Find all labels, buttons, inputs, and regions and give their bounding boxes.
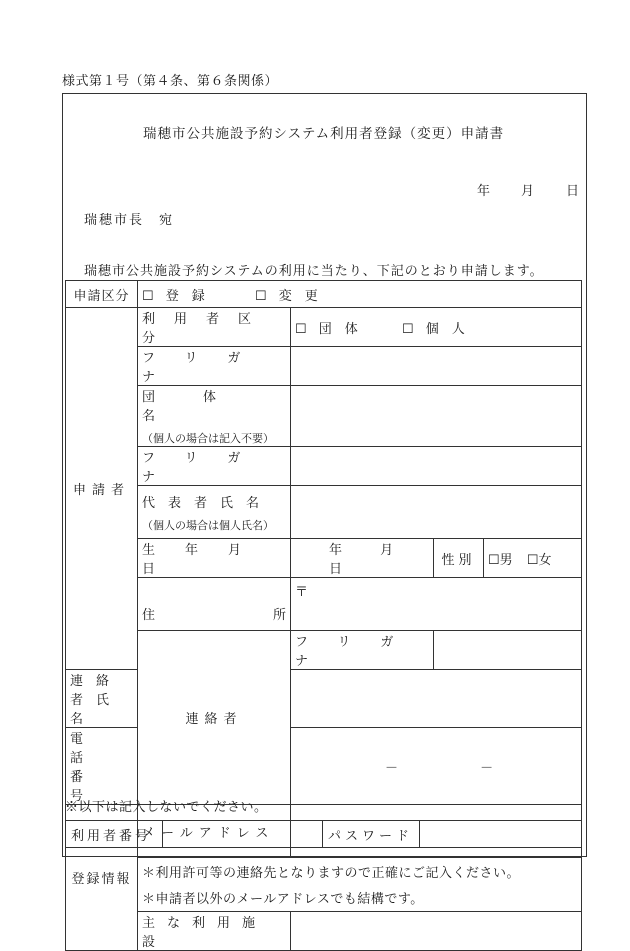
registration-note-2: ＊申請者以外のメールアドレスでも結構です。 (138, 885, 582, 912)
user-type-label-cell (138, 308, 291, 347)
group-name-note: （個人の場合は記入不要） (142, 432, 274, 445)
facility-label: 主な利用施設 (142, 916, 268, 950)
register-option-label: 登 録 (165, 288, 205, 304)
rep-name-input[interactable] (291, 486, 582, 539)
office-use-table (65, 820, 582, 848)
rep-name-note: （個人の場合は個人氏名） (142, 518, 274, 532)
office-use-row (66, 821, 582, 848)
address-label-2: 所 (272, 607, 286, 623)
office-use-note: ※以下は記入しないでください。 (65, 800, 268, 815)
individual-option-label: 個 人 (425, 321, 465, 337)
contact-phone-input[interactable] (291, 728, 582, 805)
user-type-row (66, 308, 582, 347)
contact-section-label: 連絡者 (138, 631, 291, 805)
contact-phone-label-cell (66, 728, 138, 805)
user-type-options (291, 308, 582, 347)
application-type-row (66, 281, 582, 308)
sex-options (484, 539, 582, 578)
group-name-label-cell (138, 386, 291, 447)
user-type-label: 利用者区分 (142, 312, 271, 346)
password-label: パスワード (323, 821, 420, 848)
address-label-cell (138, 578, 291, 631)
addressee: 瑞穂市長 宛 (84, 213, 175, 228)
address-label-1: 住 (142, 607, 156, 623)
female-checkbox[interactable]: ☐ (526, 552, 539, 568)
contact-furigana-label: フリガナ (295, 635, 424, 669)
email-label: メールアドレス (142, 825, 275, 841)
change-option-label: 変 更 (278, 288, 318, 304)
group-furigana-label-cell (138, 347, 291, 386)
registration-note2-row (66, 885, 582, 912)
form-title: 瑞穂市公共施設予約システム利用者登録（変更）申請書 (143, 126, 505, 142)
rep-name-label-cell (138, 486, 291, 539)
group-checkbox[interactable]: ☐ (295, 321, 307, 337)
rep-furigana-input[interactable] (291, 447, 582, 486)
sex-label: 性別 (434, 539, 484, 578)
group-furigana-label: フリガナ (142, 351, 271, 385)
applicant-section-label: 申請者 (66, 308, 138, 670)
address-row (66, 578, 582, 631)
registration-note-1: ＊利用許可等の連絡先となりますので正確にご記入ください。 (138, 858, 582, 885)
group-furigana-input[interactable] (291, 347, 582, 386)
facility-row (66, 912, 582, 951)
birth-day-label: 日 (329, 562, 343, 577)
female-label: 女 (538, 552, 552, 568)
group-name-input[interactable] (291, 386, 582, 447)
rep-furigana-label-cell (138, 447, 291, 486)
rep-furigana-row (66, 447, 582, 486)
application-type-options (138, 281, 582, 308)
rep-furigana-label: フリガナ (142, 451, 271, 485)
contact-furigana-label-cell (291, 631, 434, 670)
application-table (65, 280, 582, 951)
date-day-label: 日 (566, 184, 580, 199)
facility-label-cell (138, 912, 291, 951)
contact-furigana-row (66, 631, 582, 670)
password-field (420, 821, 582, 848)
contact-name-input[interactable] (291, 670, 582, 728)
phone-separator-2: － (480, 760, 494, 776)
change-checkbox[interactable]: ☐ (254, 288, 267, 304)
individual-checkbox[interactable]: ☐ (401, 321, 414, 337)
contact-furigana-input[interactable] (434, 631, 582, 670)
contact-name-label-cell (66, 670, 138, 728)
address-input[interactable] (291, 578, 582, 631)
form-number-label: 様式第１号（第４条、第６条関係） (62, 74, 279, 89)
date-month-label: 月 (521, 184, 535, 199)
group-option-label: 団 体 (318, 321, 358, 337)
birth-date-label: 生年月日 (142, 543, 272, 577)
intro-text: 瑞穂市公共施設予約システムの利用に当たり、下記のとおり申請します。 (84, 264, 544, 279)
group-furigana-row (66, 347, 582, 386)
date-year-label: 年 (477, 184, 491, 199)
user-number-field (163, 821, 323, 848)
register-checkbox[interactable]: ☐ (142, 288, 154, 304)
registration-note1-row (66, 858, 582, 885)
user-number-label: 利用者番号 (66, 821, 163, 848)
birth-date-input[interactable] (291, 539, 434, 578)
registration-section-label: 登録情報 (66, 805, 138, 951)
facility-input[interactable] (291, 912, 582, 951)
group-name-label: 団体名 (142, 390, 265, 424)
rep-name-row (66, 486, 582, 539)
phone-separator-1: － (385, 760, 399, 776)
postal-mark: 〒 (295, 585, 309, 600)
birth-date-label-cell (138, 539, 291, 578)
rep-name-label: 代表者氏名 (142, 495, 273, 511)
birth-year-label: 年 (329, 543, 343, 558)
contact-name-label: 連絡者氏名 (70, 674, 123, 727)
birth-month-label: 月 (380, 543, 394, 558)
male-checkbox[interactable]: ☐ (488, 552, 500, 568)
group-name-row (66, 386, 582, 447)
birth-date-row (66, 539, 582, 578)
application-type-label: 申請区分 (66, 281, 138, 308)
contact-phone-label: 電話番号 (70, 732, 106, 804)
male-label: 男 (499, 552, 513, 568)
